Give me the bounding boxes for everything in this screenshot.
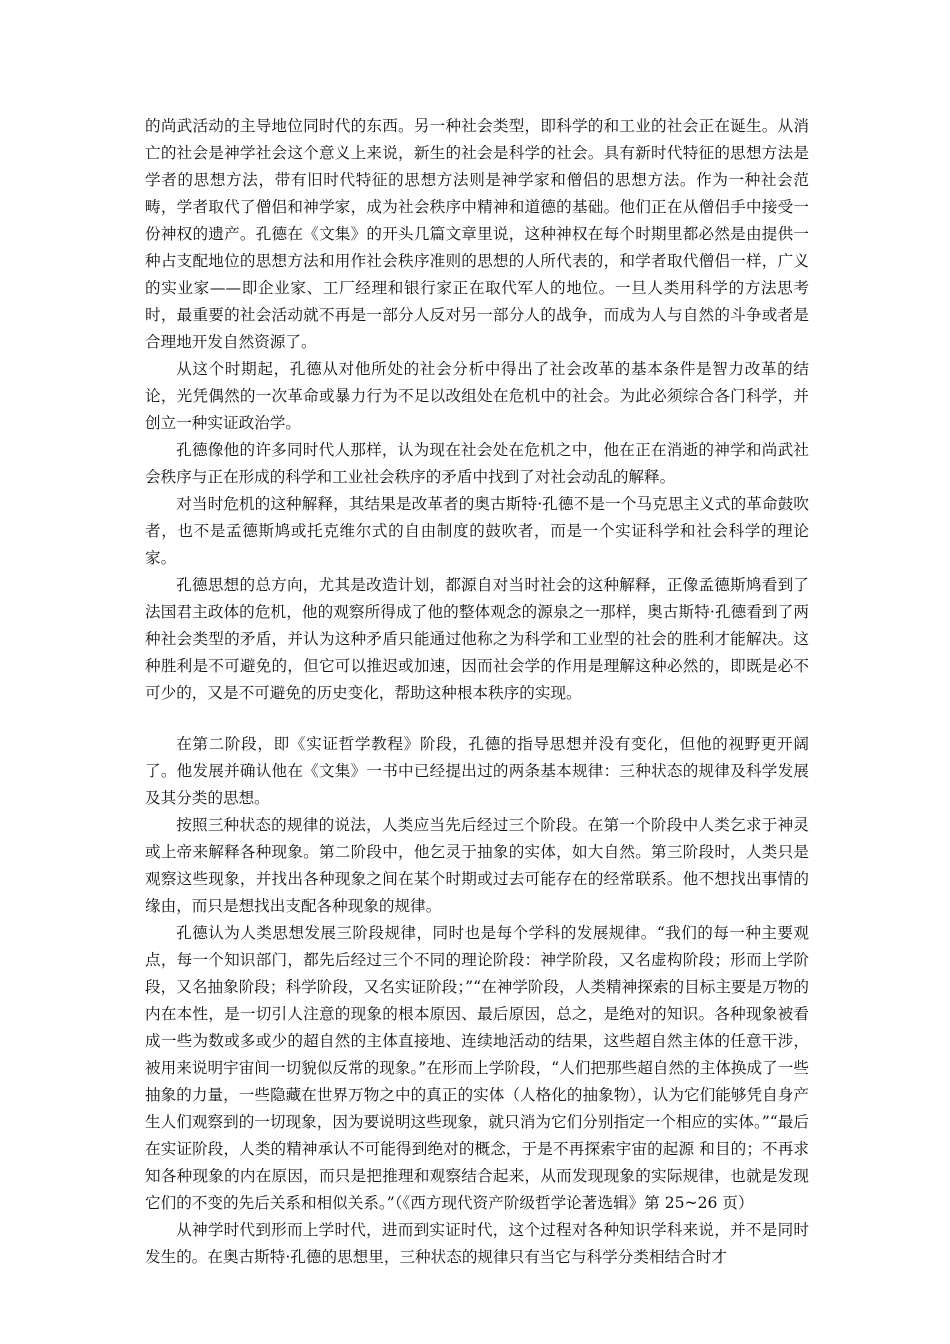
paragraph-1: 的尚武活动的主导地位同时代的东西。另一种社会类型，即科学的和工业的社会正在诞生。从消亡的社会是神学社会这个意义上来说，新生的社会是科学的社会。具有新时代特征的思想方法是学者的思想方法，带有旧时代特征的思想方法则是神学家和僧侣的思想方法。作为一种社会范畴，学者取代了僧侣和神学家，成为社会秩序中精神和道德的基础。他们正在从僧侣手中接受一份神权的遗产。孔德在《文集》的开头几篇文章里说，这种神权在每个时期里都必然是由提供一种占支配地位的思想方法和用作社会秩序准则的思想的人所代表的，和学者取代僧侣一样，广义的实业家——即企业家、工厂经理和银行家正在取代军人的地位。一旦人类用科学的方法思考时，最重要的社会活动就不再是一部分人反对另一部分人的战争，而成为人与自然的斗争或者是合理地开发自然资源了。 — [145, 117, 809, 351]
paragraph-4: 对当时危机的这种解释，其结果是改革者的奥古斯特·孔德不是一个马克思主义式的革命鼓吹者，也不是孟德斯鸠或托克维尔式的自由制度的鼓吹者，而是一个实证科学和社会科学的理论家。 — [145, 495, 809, 567]
paragraph-9: 从神学时代到形而上学时代，进而到实证时代，这个过程对各种知识学科来说，并不是同时发生的。在奥古斯特·孔德的思想里，三种状态的规律只有当它与科学分类相结合时才 — [145, 1221, 809, 1266]
paragraph-7: 按照三种状态的规律的说法，人类应当先后经过三个阶段。在第一个阶段中人类乞求于神灵或上帝来解释各种现象。第二阶段中，他乞灵于抽象的实体，如大自然。第三阶段时，人类只是观察这些现象，并找出各种现象之间在某个时期或过去可能存在的经常联系。他不想找出事情的缘由，而只是想找出支配各种现象的规律。 — [145, 816, 809, 915]
paragraph-8: 孔德认为人类思想发展三阶段规律，同时也是每个学科的发展规律。“我们的每一种主要观点，每一个知识部门，都先后经过三个不同的理论阶段：神学阶段，又名虚构阶段；形而上学阶段，又名抽象阶段；科学阶段，又名实证阶段；”“在神学阶段，人类精神探索的目标主要是万物的内在本性，是一切引人注意的现象的根本原因、最后原因，总之，是绝对的知识。各种现象被看成一些为数或多或少的超自然的主体直接地、连续地活动的结果，这些超自然主体的任意干涉，被用来说明宇宙间一切貌似反常的现象。”在形而上学阶段，“人们把那些超自然的主体换成了一些抽象的力量，一些隐藏在世界万物之中的真正的实体（人格化的抽象物），认为它们能够凭自身产生人们观察到的一切现象，因为要说明这些现象，就只消为它们分别指定一个相应的实体。”“最后在实证阶段，人类的精神承认不可能得到绝对的概念，于是不再探索宇宙的起源 和目的；不再求知各种现象的内在原因，而只是把推理和观察结合起来，从而发现现象的实际规律，也就是发现它们的不变的先后关系和相似关系。”（《西方现代资产阶级哲学论著选辑》第 25~26 页） — [145, 924, 809, 1212]
paragraph-2: 从这个时期起，孔德从对他所处的社会分析中得出了社会改革的基本条件是智力改革的结论，光凭偶然的一次革命或暴力行为不足以改组处在危机中的社会。为此必须综合各门科学，并创立一种实证政治学。 — [145, 360, 809, 432]
paragraph-5: 孔德思想的总方向，尤其是改造计划，都源自对当时社会的这种解释，正像孟德斯鸠看到了法国君主政体的危机，他的观察所得成了他的整体观念的源泉之一那样，奥古斯特·孔德看到了两种社会类型的矛盾，并认为这种矛盾只能通过他称之为科学和工业型的社会的胜利才能解决。这种胜利是不可避免的，但它可以推迟或加速，因而社会学的作用是理解这种必然的，即既是必不可少的，又是不可避免的历史变化，帮助这种根本秩序的实现。 — [145, 576, 809, 702]
paragraph-3: 孔德像他的许多同时代人那样，认为现在社会处在危机之中，他在正在消逝的神学和尚武社会秩序与正在形成的科学和工业社会秩序的矛盾中找到了对社会动乱的解释。 — [145, 441, 809, 486]
paragraph-6: 在第二阶段，即《实证哲学教程》阶段，孔德的指导思想并没有变化，但他的视野更开阔了。他发展并确认他在《文集》一书中已经提出过的两条基本规律：三种状态的规律及科学发展及其分类的思想。 — [145, 735, 809, 807]
document-page — [145, 113, 809, 1271]
